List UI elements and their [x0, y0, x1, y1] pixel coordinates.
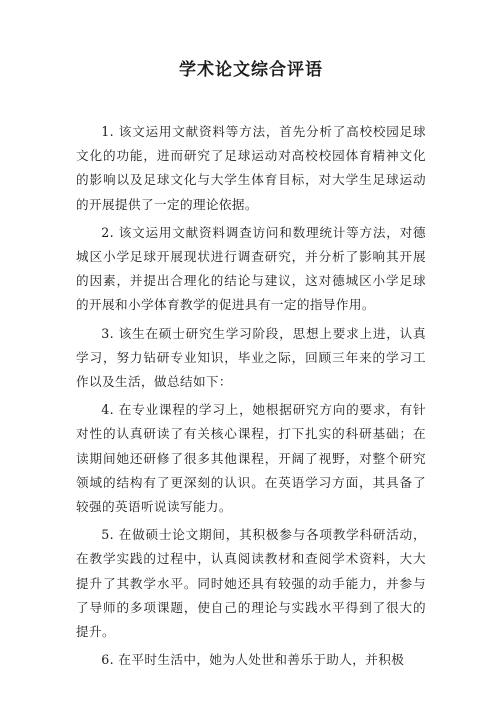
paragraph-4: 4. 在专业课程的学习上，她根据研究方向的要求，有针对性的认真研读了有关核心课程，打下扎实的科研基础；在读期间她还研修了很多其他课程，开阔了视野，对整个研究领域的结构有了更深刻的认识。在英语学习方面，其具备了较强的英语听说读写能力。	[76, 402, 426, 515]
page-title: 学术论文综合评语	[179, 60, 323, 80]
paragraph-1: 1. 该文运用文献资料等方法，首先分析了高校校园足球文化的功能，进而研究了足球运动对高校校园体育精神文化的影响以及足球文化与大学生体育目标，对大学生足球运动的开展提供了一定的理论依据。	[76, 124, 426, 212]
paragraph-5: 5. 在做硕士论文期间，其积极参与各项教学科研活动，在教学实践的过程中，认真阅读教材和查阅学术资料，大大提升了其教学水平。同时她还具有较强的动手能力，并参与了导师的多项课题，使自己的理论与实践水平得到了很大的提升。	[76, 527, 426, 640]
paragraph-2: 2. 该文运用文献资料调查访问和数理统计等方法，对德城区小学足球开展现状进行调查研究，并分析了影响其开展的因素，并提出合理化的结论与建议，这对德城区小学足球的开展和小学体育教学的促进具有一定的指导作用。	[76, 224, 426, 313]
paragraph-6: 6. 在平时生活中，她为人处世和善乐于助人，并积极	[101, 652, 405, 668]
paragraph-3: 3. 该生在硕士研究生学习阶段，思想上要求上进，认真学习，努力钻研专业知识，毕业之际，回顾三年来的学习工作以及生活，做总结如下：	[76, 325, 426, 390]
